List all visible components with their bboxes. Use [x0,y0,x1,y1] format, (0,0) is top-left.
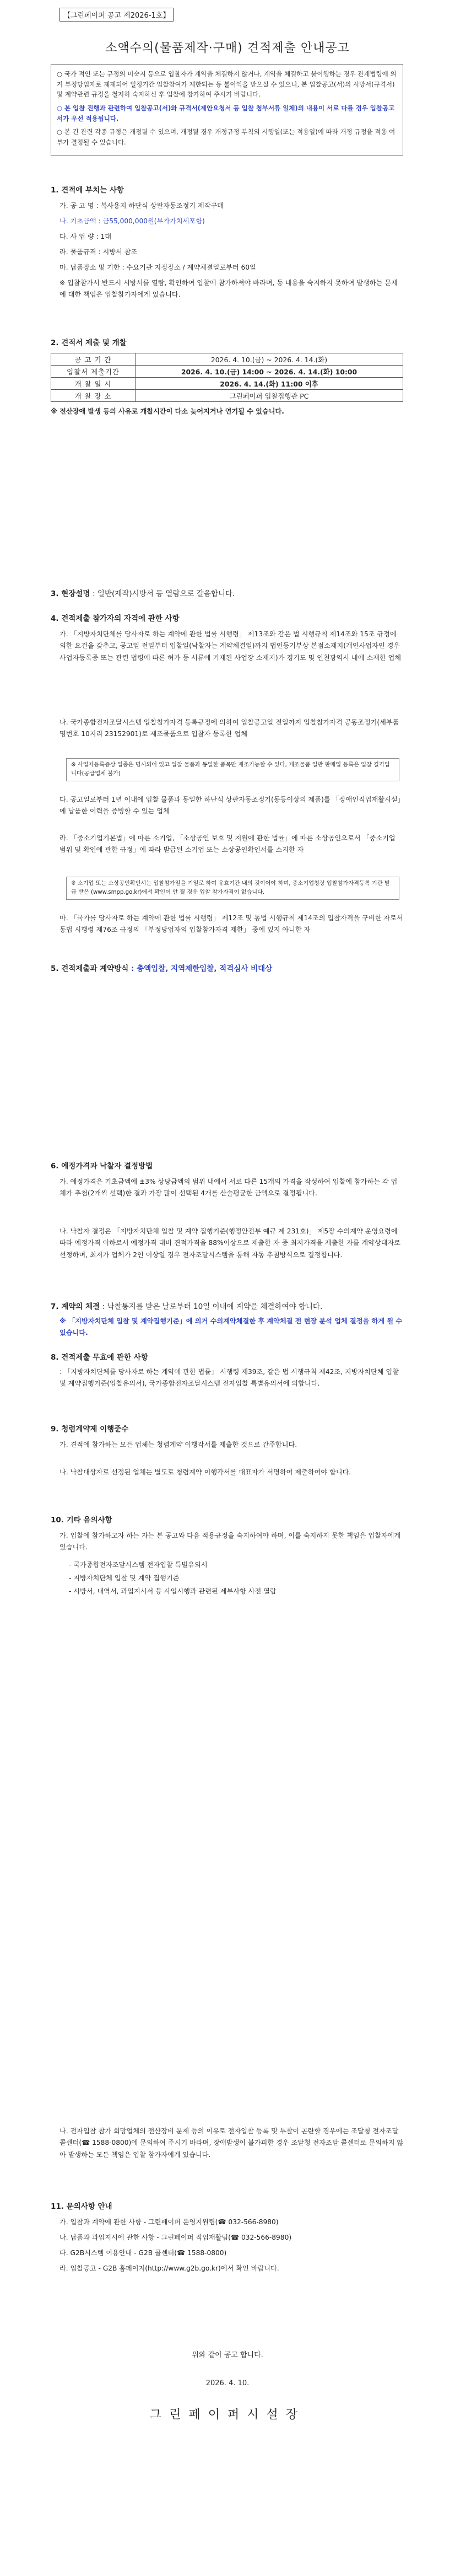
s11-item: 라. 입찰공고 - G2B 홈페이지(http://www.g2b.go.kr)에서 확인 바랍니다. [59,2264,279,2272]
section-1-heading: 1. 견적에 부치는 사항 [51,186,124,195]
s11-item: 가. 입찰과 계약에 관한 사항 - 그린페이퍼 운영지원팀(☎ 032-566-8980) [59,2218,279,2226]
s9-item-na: 나. 낙찰대상자로 선정된 업체는 별도로 청렴계약 이행각서를 대표자가 서명하여 제출하여야 합니다. [59,1468,351,1476]
section-3-text: : 일반(제작)시방서 등 열람으로 갈음합니다. [93,589,235,598]
s4-item-ma: 마. 「국가를 당사자로 하는 계약에 관한 법률 시행령」 제12조 및 동법 시행규칙 제14조의 입찰자격을 구비한 자로서 동법 시행령 제76조 규정의 「부정당업자의 입찰참가자격 제한」 중에 있지 아니한 자 [59,914,403,934]
section-8-heading [51,1351,148,1362]
section-10-heading: 10. 기타 유의사항 [51,1516,112,1525]
notice-box [51,64,403,155]
section-5-text: : 총액입찰, 지역제한입찰, 적격심사 비대상 [131,964,273,973]
table-key: 공 고 기 간 [51,353,136,366]
s10-item-ga: 가. 입찰에 참가하고자 하는 자는 본 공고와 다음 적용규정을 숙지하여야 하며, 이를 숙지하지 못한 책임은 입찰자에게 있습니다. [59,1532,401,1552]
page-title: 소액수의(물품제작·구매) 견적제출 안내공고 [105,41,350,55]
s4-note-box: ※ 사업자등록증상 업종은 명시되어 있고 입찰 물품과 동일한 품목만 제조가능할 수 있다, 제조물품 일반 판매업 등록은 입찰 결격입니다(공급업체 불가) [66,758,399,781]
section-8-title: 8. 견적제출 무효에 관한 사항 [51,1353,148,1362]
table-key: 개 찰 일 시 [51,378,136,390]
section-9-heading: 9. 청렴계약제 이행준수 [51,1425,129,1434]
notice-text: ○ 본 입찰 진행과 관련하여 입찰공고(서)와 규격서(제안요청서 등 입찰 첨부서류 일체)의 내용이 서로 다를 경우 입찰공고서가 우선 적용됩니다. [57,104,395,122]
notice-text: ○ 본 건 관련 각종 규정은 개정될 수 있으며, 개정될 경우 개정규정 부칙의 시행일(또는 적용일)에 따라 개정 규정을 적용 여부가 결정될 수 있습니다. [57,128,396,146]
table-value: 2026. 4. 10.(금) 14:00 ~ 2026. 4. 14.(화) 10:00 [136,366,403,378]
section-3-heading [51,587,235,598]
section-6-heading: 6. 예정가격과 낙찰자 결정방법 [51,1162,153,1171]
section-7-heading [51,1300,322,1311]
s4-note-box-2: ※ 소기업 또는 소상공인확인서는 입찰참가일을 기일로 하여 유효기간 내의 것이어야 하며, 중소기업청장 입찰참가자격등록 기관 발급 받은 (www.smpp.go.kr)에서 확인이 안 될 경우 입찰 참가자격이 없습니다. [66,877,399,900]
s11-item: 나. 납품과 과업지시에 관한 사항 - 그린페이퍼 직업재활팀(☎ 032-566-8980) [59,2234,292,2241]
s10-list-item: - 시방서, 내역서, 과업지시서 등 사업시행과 관련된 세부사항 사전 열람 [69,1587,277,1595]
notice-text: ○ 국가 적인 또는 규정의 미숙지 등으로 입찰자가 계약을 체결하지 않거나, 계약을 체결하고 불이행하는 경우 관계법령에 의거 부정당업자로 제재되어 일정기간 입찰참여가 제한되는 등 불이익을 받으실 수 있으니, 본 입찰공고(서)의 시방서(규격서) 및 계약관련 규정을 철저히 숙지하신 후 입찰에 참가하여 주시기 바랍니다. [57,70,397,99]
s11-item: 다. G2B시스템 이용안내 - G2B 콜센터(☎ 1588-0800) [59,2249,227,2257]
table-value: 그린페이퍼 입찰집행관 PC [136,390,403,402]
section-7-text: : 낙찰통지를 받은 날로부터 10일 이내에 계약을 체결하여야 합니다. [102,1302,323,1311]
table-row [51,366,403,378]
notice-item [57,127,397,147]
s9-item-ga: 가. 견적에 참가하는 모든 업체는 청렴계약 이행각서를 제출한 것으로 간주합니다. [59,1441,297,1448]
s7-note: ※ 「지방자치단체 입찰 및 계약집행기준」에 의거 수의계약체결한 후 계약체결 전 현장 분석 업체 결정을 하게 될 수 있습니다. [59,1317,403,1337]
s4-item-na: 나. 국가종합전자조달시스템 입찰참가자격 등록규정에 의하여 입찰공고일 전일까지 입찰참가자격 공동조정기(세부품명번호 10지리 23152901)로 제조물품으로 입찰자 등록한 업체 [59,718,399,738]
s8-text: : 「지방자치단체를 당사자로 하는 계약에 관한 법률」 시행령 제39조, 같은 법 시행규칙 제42조, 지방자치단체 입찰 및 계약집행기준(입찰유의서), 국가종합전자조달시스템 전자입찰 특별유의서에 의합니다. [59,1368,399,1388]
schedule-table [51,353,403,402]
table-value: 2026. 4. 14.(화) 11:00 이후 [136,378,403,390]
notice-item [57,69,397,100]
s1-note: ※ 입찰참가서 반드시 시방서를 열람, 확인하여 입찰에 참가하셔야 바라며, 동 내용을 숙지하지 못하여 발생하는 문제에 대한 책임은 입찰참가자에게 있습니다. [59,279,398,299]
announcement-date: 2026. 4. 10. [205,2379,250,2387]
s10-list-item: - 국가종합전자조달시스템 전자입찰 특별유의서 [69,1561,208,1569]
table-key: 개 찰 장 소 [51,390,136,402]
s1-item: 라. 물품규격 : 시방서 참조 [59,248,138,256]
s1-item: 마. 납품장소 및 기한 : 수요기관 지정장소 / 계약체결일로부터 60일 [59,264,256,271]
s6-item-ga: 가. 예정가격은 기초금액에 ±3% 상당금액의 범위 내에서 서로 다른 15개의 가격을 작성하여 입찰에 참가하는 각 업체가 추첨(2개씩 선택)한 결과 가장 많이 선택된 4개를 산술평균한 금액으로 결정됩니다. [59,1178,398,1198]
s4-item-da: 다. 공고일로부터 1년 이내에 입찰 물품과 동일한 하단식 상판자동조정기(동등이상의 제품)를 「장애인직업재활시설」에 납품한 이력을 증빙할 수 있는 업체 [59,796,401,815]
s6-item-na: 나. 낙찰자 결정은 「지방자치단체 입찰 및 계약 집행기준(행정안전부 예규 제 231호)」 제5장 수의계약 운영요령에 따라 예정가격 이하로서 예정가격 대비 견적가격을 88%이상으로 제출한 자 중 최저가격을 제출한 자를 계약상대자로 선정하며, 최저가 업체가 2인 이상일 경우 전자조달시스템을 통해 자동 추첨방식으로 결정합니다. [59,1227,401,1259]
s4-item-ra: 라. 「중소기업기본법」에 따른 소기업, 「소상공인 보호 및 지원에 관한 법률」에 따른 소상공인으로서 「중소기업 범위 및 확인에 관한 규정」에 따라 발급된 소기업 또는 소상공인확인서를 소지한 자 [59,834,396,854]
table-value: 2026. 4. 10.(금) ~ 2026. 4. 14.(화) [136,353,403,366]
table-key: 입찰서 제출기간 [51,366,136,378]
section-2-heading: 2. 견적서 제출 및 개찰 [51,339,127,347]
s1-item-text: 나. 기초금액 : 금55,000,000원(부가가치세포함) [59,217,205,225]
s1-item [59,216,205,227]
closing-statement: 위와 같이 공고 합니다. [192,2351,263,2359]
s10-item-na: 나. 전자입찰 참가 희망업체의 전산장비 문제 등의 이유로 전자입찰 등록 및 투찰이 곤란할 경우에는 조달청 전자조달 콜센터(☎ 1588-0800)에 문의하여 주시기 바라며, 장애발생이 불가피한 경우 조달청 전자조달 콜센터로 문의하지 않아 발생하는 모든 책임은 입찰 참가자에게 있습니다. [59,2127,404,2159]
issuer-signature: 그린페이퍼시설장 [149,2408,306,2422]
section-3-title: 3. 현장설명 [51,589,90,598]
section-5-heading [51,962,272,973]
s1-item: 가. 공 고 명 : 복사용지 하단식 상판자동조정기 제작구매 [59,202,224,210]
section-7-title: 7. 계약의 체결 [51,1302,100,1311]
section-5-title: 5. 견적제출과 계약방식 [51,964,129,973]
table-row [51,353,403,366]
table-row [51,390,403,402]
section-4-heading: 4. 견적제출 참가자의 자격에 관한 사항 [51,614,180,623]
section-11-heading: 11. 문의사항 안내 [51,2202,112,2211]
s1-item: 다. 사 업 량 : 1대 [59,233,111,240]
s10-list-item: - 지방자치단체 입찰 및 계약 집행기준 [69,1574,180,1582]
s2-note: ※ 전산장애 발생 등의 사유로 개찰시간이 다소 늦어지거나 연기될 수 있습니다. [51,407,284,415]
s4-item-ga: 가. 「지방자치단체를 당사자로 하는 계약에 관한 법률 시행령」 제13조와 같은 법 시행규칙 제14조와 15조 규정에 의한 요건을 갖추고, 공고일 전일부터 입찰일(낙찰자는 계약체결일)까지 법인등기부상 본점소재지(개인사업자인 경우 사업자등록증 또는 관련 법령에 따른 허가 등 서류에 기재된 사업장 소재지)가 경기도 및 인천광역시 내에 소재한 업체 [59,630,402,662]
table-row [51,378,403,390]
document-number: 【그린페이퍼 공고 제2026-1호】 [59,8,174,22]
notice-item [57,103,397,124]
